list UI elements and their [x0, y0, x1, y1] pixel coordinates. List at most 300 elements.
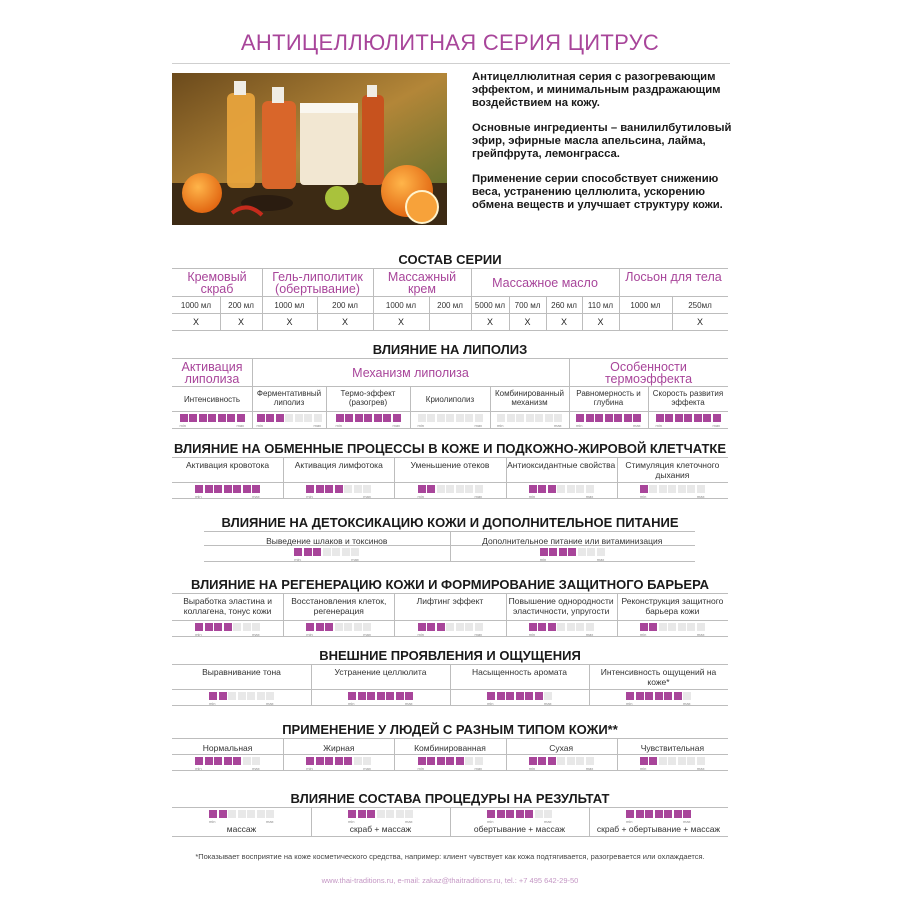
intensity-scale — [336, 414, 401, 422]
scale-cell — [645, 810, 653, 818]
scale-cell — [597, 548, 605, 556]
intensity-scale — [640, 757, 705, 765]
scale-cell — [645, 692, 653, 700]
row-divider — [172, 313, 728, 314]
section-title: ВЛИЯНИЕ НА ЛИПОЛИЗ — [372, 342, 528, 357]
scale-cell — [578, 548, 586, 556]
column-divider — [410, 386, 411, 428]
scale-cell — [557, 757, 565, 765]
scale-cell — [456, 623, 464, 631]
group-title: Особенности термоэффекта — [604, 360, 693, 386]
scale-cell — [243, 757, 251, 765]
criterion-label: Выведение шлаков и токсинов — [266, 536, 388, 546]
availability-mark: X — [486, 317, 493, 327]
section-title: ВЛИЯНИЕ НА ОБМЕННЫЕ ПРОЦЕССЫ В КОЖЕ И ПОДКОЖНО-ЖИРОВОЙ КЛЕТЧАТКЕ — [173, 441, 727, 456]
volume-label: 1000 мл — [274, 301, 305, 310]
scale-cell — [576, 414, 584, 422]
intensity-scale — [487, 692, 552, 700]
scale-cell — [576, 485, 584, 493]
scale-max-label: max — [405, 819, 413, 824]
scale-cell — [348, 692, 356, 700]
scale-cell — [342, 548, 350, 556]
scale-cell — [247, 810, 255, 818]
row-divider — [172, 482, 728, 483]
intensity-scale — [418, 414, 483, 422]
scale-cell — [586, 414, 594, 422]
intensity-scale — [640, 485, 705, 493]
row-divider — [204, 561, 695, 562]
scale-cell — [668, 623, 676, 631]
scale-cell — [535, 810, 543, 818]
scale-cell — [224, 623, 232, 631]
scale-cell — [465, 414, 473, 422]
scale-cell — [576, 757, 584, 765]
scale-cell — [252, 623, 260, 631]
scale-cell — [306, 757, 314, 765]
section-title: ВНЕШНИЕ ПРОЯВЛЕНИЯ И ОЩУЩЕНИЯ — [319, 648, 581, 663]
scale-min-label: min — [417, 423, 424, 428]
availability-mark: X — [597, 317, 604, 327]
scale-max-label: max — [696, 766, 705, 771]
scale-cell — [377, 810, 385, 818]
scale-cell — [243, 485, 251, 493]
criterion-label: Активация кровотока — [186, 460, 270, 470]
scale-min-label: min — [417, 494, 424, 499]
scale-cell — [427, 757, 435, 765]
product-name: Кремовый скраб — [187, 270, 247, 296]
scale-max-label: max — [363, 632, 371, 637]
row-divider — [172, 358, 728, 359]
volume-label: 5000 мл — [474, 301, 506, 310]
scale-cell — [506, 810, 514, 818]
scale-cell — [189, 414, 197, 422]
scale-cell — [276, 414, 284, 422]
intensity-scale — [348, 810, 413, 818]
row-divider — [172, 593, 728, 594]
scale-cell — [233, 623, 241, 631]
scale-cell — [238, 810, 246, 818]
scale-min-label: min — [576, 423, 583, 428]
scale-cell — [427, 414, 435, 422]
procedure-label: обертывание + массаж — [473, 824, 566, 834]
intensity-scale — [418, 623, 483, 631]
scale-cell — [497, 414, 505, 422]
volume-label: 200 мл — [437, 301, 463, 310]
scale-cell — [405, 810, 413, 818]
scale-max-label: max — [236, 423, 245, 428]
scale-cell — [396, 692, 404, 700]
volume-label: 1000 мл — [385, 301, 417, 310]
volume-label: 200 мл — [228, 301, 254, 310]
scale-cell — [659, 623, 667, 631]
procedure-label: массаж — [226, 824, 257, 834]
scale-cell — [354, 623, 362, 631]
intensity-scale — [209, 692, 274, 700]
scale-cell — [266, 414, 274, 422]
criterion-label: Комбинированная — [414, 743, 486, 753]
product-name: Гель-липолитик (обертывание) — [272, 270, 363, 296]
product-photo — [172, 73, 447, 225]
scale-cell — [180, 414, 188, 422]
scale-cell — [697, 485, 705, 493]
scale-cell — [209, 810, 217, 818]
scale-min-label: min — [348, 819, 355, 824]
scale-cell — [358, 692, 366, 700]
scale-cell — [446, 485, 454, 493]
scale-max-label: max — [363, 766, 371, 771]
scale-cell — [549, 548, 557, 556]
scale-min-label: min — [195, 632, 202, 637]
scale-cell — [529, 485, 537, 493]
scale-cell — [640, 485, 648, 493]
scale-cell — [266, 810, 274, 818]
title-divider — [172, 63, 730, 64]
scale-cell — [367, 810, 375, 818]
scale-cell — [497, 692, 505, 700]
scale-cell — [306, 623, 314, 631]
scale-cell — [214, 485, 222, 493]
scale-cell — [655, 692, 663, 700]
row-divider — [172, 386, 728, 387]
intensity-scale — [626, 810, 691, 818]
scale-cell — [295, 414, 303, 422]
scale-cell — [697, 623, 705, 631]
scale-cell — [456, 757, 464, 765]
criterion-label: Выравнивание тона — [202, 667, 281, 677]
scale-cell — [335, 757, 343, 765]
scale-cell — [567, 485, 575, 493]
scale-cell — [345, 414, 353, 422]
scale-cell — [257, 692, 265, 700]
scale-max-label: max — [405, 701, 413, 706]
scale-cell — [363, 485, 371, 493]
criterion-label: Жирная — [323, 743, 355, 753]
scale-cell — [475, 485, 483, 493]
scale-cell — [697, 757, 705, 765]
scale-min-label: min — [639, 632, 647, 637]
scale-cell — [557, 485, 565, 493]
scale-max-label: max — [696, 632, 705, 637]
product-name: Массажный крем — [387, 270, 457, 296]
scale-cell — [219, 810, 227, 818]
scale-cell — [374, 414, 382, 422]
scale-cell — [538, 485, 546, 493]
scale-cell — [554, 414, 562, 422]
scale-min-label: min — [335, 423, 342, 428]
scale-cell — [548, 623, 556, 631]
scale-cell — [224, 485, 232, 493]
row-divider — [172, 705, 728, 706]
scale-cell — [694, 414, 702, 422]
availability-mark: X — [192, 317, 199, 327]
scale-cell — [405, 692, 413, 700]
volume-label: 110 мл — [587, 301, 614, 310]
row-divider — [172, 296, 728, 297]
scale-min-label: min — [306, 494, 313, 499]
scale-cell — [247, 692, 255, 700]
scale-cell — [605, 414, 613, 422]
scale-max-label: max — [313, 423, 322, 428]
intensity-scale — [497, 414, 562, 422]
scale-cell — [475, 757, 483, 765]
scale-cell — [386, 810, 394, 818]
intensity-scale — [180, 414, 245, 422]
scale-cell — [668, 485, 676, 493]
row-divider — [172, 330, 728, 331]
scale-cell — [664, 692, 672, 700]
scale-cell — [506, 692, 514, 700]
scale-min-label: min — [179, 423, 186, 428]
intensity-scale — [306, 623, 371, 631]
scale-cell — [323, 548, 331, 556]
scale-max-label: max — [266, 819, 274, 824]
scale-max-label: max — [544, 701, 552, 706]
scale-cell — [586, 757, 594, 765]
scale-cell — [354, 485, 362, 493]
scale-cell — [316, 757, 324, 765]
intensity-scale — [487, 810, 552, 818]
scale-cell — [344, 485, 352, 493]
scale-cell — [516, 692, 524, 700]
scale-cell — [209, 692, 217, 700]
scale-cell — [633, 414, 641, 422]
scale-cell — [437, 485, 445, 493]
scale-cell — [656, 414, 664, 422]
group-title: Механизм липолиза — [352, 366, 469, 380]
scale-cell — [418, 485, 426, 493]
scale-cell — [535, 692, 543, 700]
criterion-label: Стимуляция клеточного дыхания — [625, 460, 720, 480]
scale-cell — [516, 414, 524, 422]
intensity-scale — [529, 485, 594, 493]
scale-cell — [538, 623, 546, 631]
criterion-label: Лифтинг эффект — [416, 596, 484, 606]
row-divider — [172, 836, 728, 837]
intensity-scale — [294, 548, 359, 556]
scale-cell — [228, 692, 236, 700]
scale-min-label: min — [417, 766, 424, 771]
scale-cell — [257, 810, 265, 818]
row-divider — [172, 457, 728, 458]
scale-cell — [358, 810, 366, 818]
scale-cell — [228, 810, 236, 818]
contacts: www.thai-traditions.ru, e-mail: zakaz@thaitraditions.ru, tel.: +7 495 642-29-50 — [321, 876, 579, 885]
section-title: ПРИМЕНЕНИЕ У ЛЮДЕЙ С РАЗНЫМ ТИПОМ КОЖИ** — [282, 722, 618, 737]
scale-cell — [437, 623, 445, 631]
scale-cell — [576, 623, 584, 631]
scale-min-label: min — [655, 423, 662, 428]
scale-cell — [252, 485, 260, 493]
scale-cell — [335, 485, 343, 493]
scale-cell — [548, 757, 556, 765]
scale-min-label: min — [256, 423, 263, 428]
scale-min-label: min — [528, 632, 536, 637]
scale-cell — [665, 414, 673, 422]
scale-cell — [456, 485, 464, 493]
availability-mark: X — [341, 317, 348, 327]
scale-cell — [529, 757, 537, 765]
scale-cell — [427, 623, 435, 631]
scale-cell — [684, 414, 692, 422]
criterion-label: Скорость развития эффекта — [652, 389, 724, 407]
scale-cell — [640, 623, 648, 631]
scale-max-label: max — [392, 423, 401, 428]
scale-cell — [386, 692, 394, 700]
scale-max-label: max — [585, 494, 594, 499]
criterion-label: Насыщенность аромата — [472, 667, 567, 677]
scale-cell — [649, 757, 657, 765]
scale-cell — [507, 414, 515, 422]
scale-cell — [687, 757, 695, 765]
scale-max-label: max — [696, 494, 705, 499]
scale-cell — [668, 757, 676, 765]
criterion-label: Сухая — [549, 743, 574, 753]
scale-cell — [664, 810, 672, 818]
scale-cell — [393, 414, 401, 422]
scale-max-label: max — [474, 766, 483, 771]
scale-max-label: max — [596, 557, 605, 562]
scale-cell — [325, 485, 333, 493]
scale-cell — [437, 414, 445, 422]
scale-cell — [465, 485, 473, 493]
scale-cell — [224, 757, 232, 765]
volume-label: 200 мл — [332, 301, 358, 310]
scale-min-label: min — [639, 494, 647, 499]
scale-max-label: max — [712, 423, 721, 428]
scale-cell — [446, 757, 454, 765]
scale-cell — [525, 810, 533, 818]
scale-cell — [567, 623, 575, 631]
intensity-scale — [529, 757, 594, 765]
group-title: Активация липолиза — [181, 360, 243, 386]
scale-cell — [243, 623, 251, 631]
intro-text — [472, 71, 732, 224]
scale-cell — [218, 414, 226, 422]
volume-label: 1000 мл — [630, 301, 661, 310]
scale-cell — [208, 414, 216, 422]
availability-mark: X — [286, 317, 293, 327]
scale-max-label: max — [474, 632, 483, 637]
scale-cell — [626, 692, 634, 700]
scale-cell — [233, 757, 241, 765]
intensity-scale — [257, 414, 322, 422]
scale-cell — [252, 757, 260, 765]
criterion-label: Интенсивность ощущений на коже* — [600, 667, 717, 687]
scale-cell — [219, 692, 227, 700]
criterion-label: Активация лимфотока — [294, 460, 383, 470]
procedure-label: скраб + обертывание + массаж — [596, 824, 721, 834]
scale-cell — [497, 810, 505, 818]
scale-max-label: max — [252, 632, 260, 637]
scale-cell — [487, 692, 495, 700]
scale-cell — [538, 757, 546, 765]
section-title: ВЛИЯНИЕ НА ДЕТОКСИКАЦИЮ КОЖИ И ДОПОЛНИТЕЛЬНОЕ ПИТАНИЕ — [221, 515, 679, 530]
criterion-label: Равномерность и глубина — [576, 389, 641, 407]
intensity-scale — [195, 623, 260, 631]
scale-cell — [649, 485, 657, 493]
scale-cell — [199, 414, 207, 422]
intensity-scale — [209, 810, 274, 818]
scale-max-label: max — [474, 494, 483, 499]
scale-cell — [354, 757, 362, 765]
scale-min-label: min — [209, 819, 216, 824]
scale-cell — [195, 485, 203, 493]
scale-cell — [227, 414, 235, 422]
row-divider — [172, 754, 728, 755]
footnote: *Показывает восприятие на коже косметического средства, например: клиент чувствует как кожа подтягивается, разогревается или охлаждается. — [195, 852, 705, 861]
scale-cell — [678, 485, 686, 493]
scale-cell — [586, 623, 594, 631]
scale-cell — [687, 485, 695, 493]
scale-min-label: min — [294, 557, 301, 562]
scale-max-label: max — [585, 766, 594, 771]
scale-max-label: max — [351, 557, 359, 562]
scale-min-label: min — [539, 557, 547, 562]
scale-cell — [614, 414, 622, 422]
scale-min-label: min — [348, 701, 355, 706]
scale-cell — [344, 757, 352, 765]
product-name: Лосьон для тела — [625, 270, 722, 284]
criterion-label: Чувствительная — [640, 743, 705, 753]
product-name: Массажное масло — [492, 276, 598, 290]
scale-cell — [595, 414, 603, 422]
scale-cell — [544, 810, 552, 818]
scale-cell — [351, 548, 359, 556]
availability-mark: X — [560, 317, 567, 327]
scale-cell — [355, 414, 363, 422]
criterion-label: Комбинированный механизм — [494, 389, 565, 407]
scale-cell — [626, 810, 634, 818]
scale-cell — [544, 692, 552, 700]
scale-max-label: max — [474, 423, 483, 428]
intensity-scale — [195, 485, 260, 493]
intensity-scale — [640, 623, 705, 631]
intensity-scale — [348, 692, 413, 700]
availability-mark: X — [696, 317, 703, 327]
scale-cell — [568, 548, 576, 556]
scale-cell — [713, 414, 721, 422]
scale-min-label: min — [626, 701, 633, 706]
scale-cell — [674, 692, 682, 700]
scale-cell — [659, 485, 667, 493]
criterion-label: Устранение целлюлита — [334, 667, 427, 677]
scale-cell — [306, 485, 314, 493]
scale-max-label: max — [544, 819, 552, 824]
scale-cell — [446, 623, 454, 631]
row-divider — [172, 738, 728, 739]
scale-cell — [195, 757, 203, 765]
procedure-label: скраб + массаж — [349, 824, 412, 834]
scale-cell — [332, 548, 340, 556]
row-divider — [172, 411, 728, 412]
scale-cell — [266, 692, 274, 700]
scale-cell — [314, 414, 322, 422]
scale-cell — [446, 414, 454, 422]
scale-cell — [383, 414, 391, 422]
availability-mark: X — [397, 317, 404, 327]
scale-cell — [465, 623, 473, 631]
scale-cell — [205, 623, 213, 631]
scale-cell — [586, 485, 594, 493]
scale-cell — [526, 414, 534, 422]
scale-cell — [304, 414, 312, 422]
scale-cell — [659, 757, 667, 765]
scale-cell — [418, 757, 426, 765]
scale-cell — [649, 623, 657, 631]
scale-max-label: max — [683, 701, 691, 706]
scale-cell — [559, 548, 567, 556]
scale-cell — [674, 810, 682, 818]
